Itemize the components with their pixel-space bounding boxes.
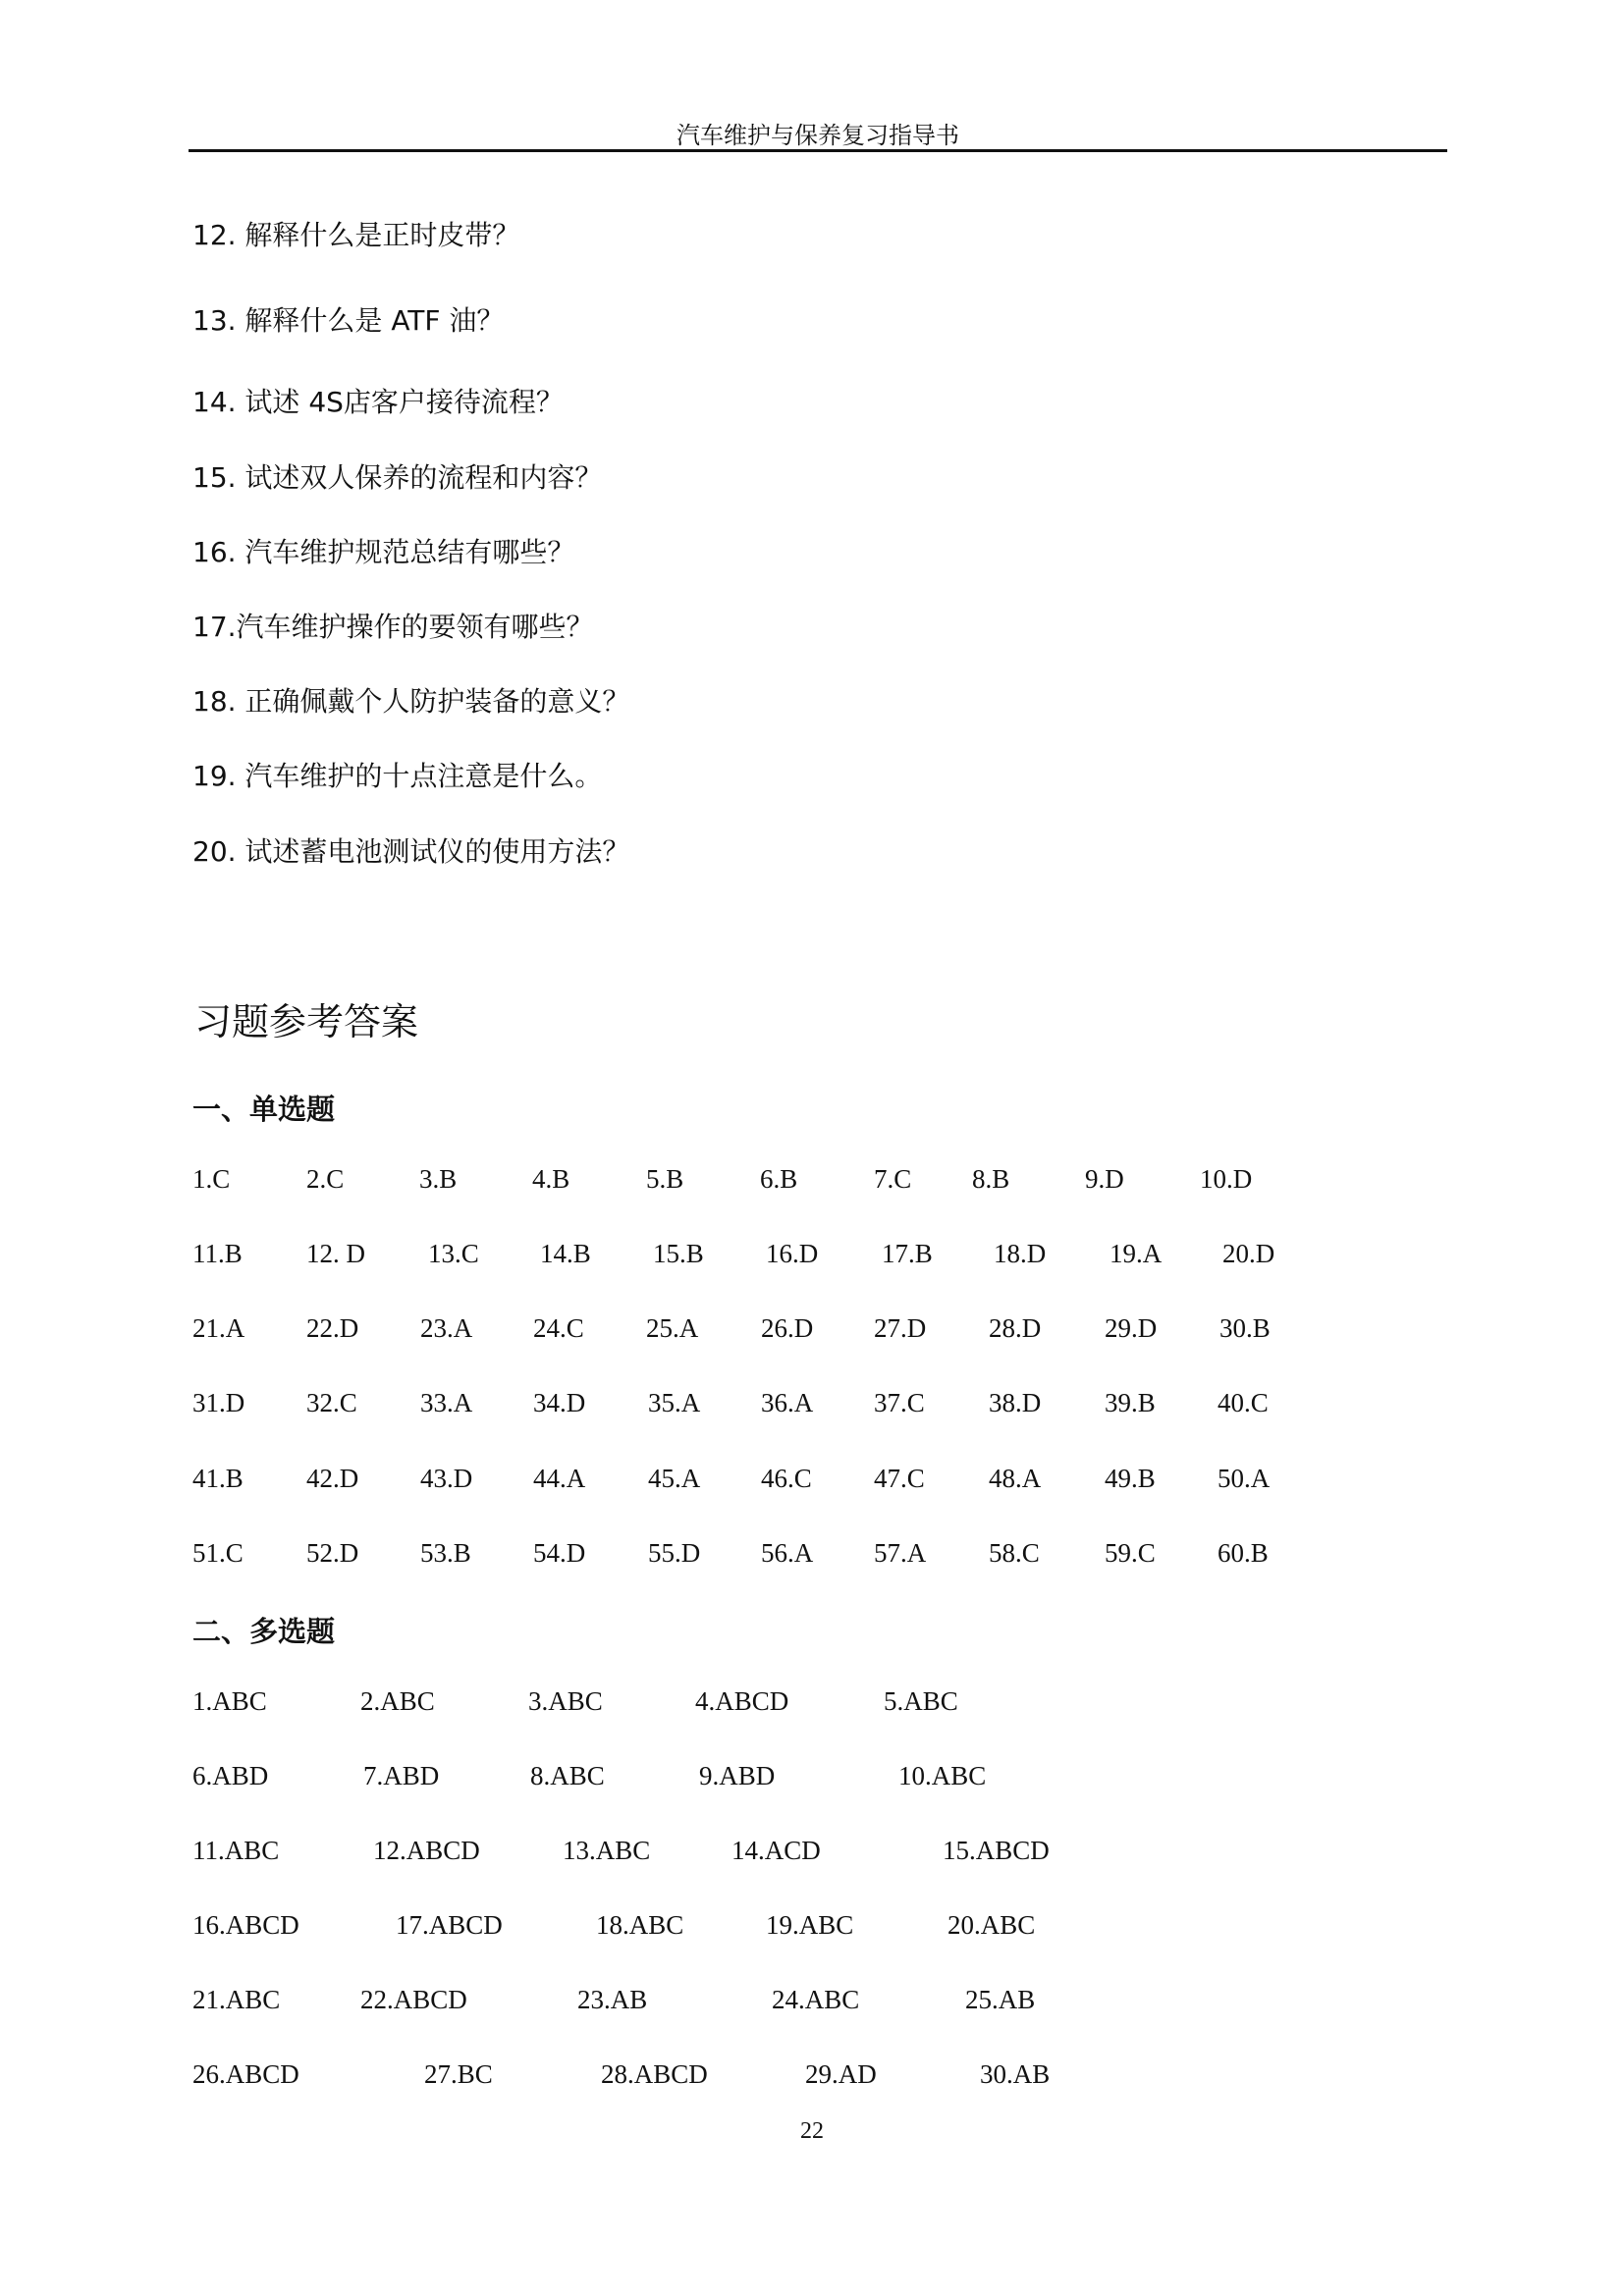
multi-choice-answer: 2.ABC xyxy=(360,1686,435,1716)
single-choice-answer: 15.B xyxy=(653,1239,704,1268)
multi-choice-answer: 19.ABC xyxy=(766,1910,854,1940)
multi-choice-answer: 11.ABC xyxy=(192,1836,280,1865)
multi-choice-answer: 27.BC xyxy=(424,2059,493,2089)
multi-choice-row xyxy=(0,1910,1624,1949)
multi-choice-answer: 6.ABD xyxy=(192,1761,269,1790)
multi-choice-title: 二、多选题 xyxy=(192,1615,336,1648)
question-12: 12. 解释什么是正时皮带？ xyxy=(192,219,520,251)
single-choice-answer: 26.D xyxy=(761,1313,814,1343)
single-choice-answer: 7.C xyxy=(874,1164,912,1194)
question-13: 13. 解释什么是 ATF 油？ xyxy=(192,304,505,337)
single-choice-answer: 41.B xyxy=(192,1464,244,1493)
single-choice-answer: 57.A xyxy=(874,1538,927,1568)
multi-choice-answer: 9.ABD xyxy=(699,1761,776,1790)
question-14: 14. 试述 4S店客户接待流程？ xyxy=(192,386,564,418)
single-choice-answer: 49.B xyxy=(1105,1464,1156,1493)
multi-choice-answer: 16.ABCD xyxy=(192,1910,299,1940)
single-choice-row xyxy=(0,1538,1624,1577)
single-choice-answer: 43.D xyxy=(420,1464,473,1493)
single-choice-answer: 8.B xyxy=(972,1164,1010,1194)
single-choice-answer: 36.A xyxy=(761,1388,814,1417)
single-choice-answer: 29.D xyxy=(1105,1313,1158,1343)
single-choice-answer: 22.D xyxy=(306,1313,359,1343)
single-choice-answer: 56.A xyxy=(761,1538,814,1568)
multi-choice-row xyxy=(0,1836,1624,1875)
multi-choice-answer: 13.ABC xyxy=(563,1836,651,1865)
multi-choice-answer: 5.ABC xyxy=(884,1686,958,1716)
multi-choice-answer: 12.ABCD xyxy=(373,1836,480,1865)
single-choice-answer: 54.D xyxy=(533,1538,586,1568)
single-choice-row xyxy=(0,1464,1624,1503)
single-choice-answer: 40.C xyxy=(1218,1388,1269,1417)
single-choice-answer: 19.A xyxy=(1110,1239,1163,1268)
single-choice-answer: 51.C xyxy=(192,1538,244,1568)
multi-choice-answer: 20.ABC xyxy=(947,1910,1036,1940)
single-choice-answer: 35.A xyxy=(648,1388,701,1417)
multi-choice-answer: 14.ACD xyxy=(731,1836,821,1865)
question-17: 17.汽车维护操作的要领有哪些？ xyxy=(192,611,594,643)
single-choice-answer: 13.C xyxy=(428,1239,479,1268)
single-choice-answer: 2.C xyxy=(306,1164,345,1194)
multi-choice-row xyxy=(0,1985,1624,2024)
multi-choice-row xyxy=(0,1686,1624,1726)
single-choice-answer: 44.A xyxy=(533,1464,586,1493)
single-choice-answer: 33.A xyxy=(420,1388,473,1417)
multi-choice-answer: 7.ABD xyxy=(363,1761,440,1790)
multi-choice-answer: 17.ABCD xyxy=(396,1910,503,1940)
single-choice-answer: 55.D xyxy=(648,1538,701,1568)
multi-choice-answer: 22.ABCD xyxy=(360,1985,467,2014)
single-choice-title: 一、单选题 xyxy=(192,1093,336,1126)
multi-choice-answer: 26.ABCD xyxy=(192,2059,299,2089)
multi-choice-answer: 25.AB xyxy=(965,1985,1036,2014)
multi-choice-answer: 28.ABCD xyxy=(601,2059,708,2089)
single-choice-answer: 11.B xyxy=(192,1239,243,1268)
single-choice-answer: 37.C xyxy=(874,1388,925,1417)
single-choice-answer: 39.B xyxy=(1105,1388,1156,1417)
single-choice-answer: 25.A xyxy=(646,1313,699,1343)
multi-choice-answer: 8.ABC xyxy=(530,1761,605,1790)
single-choice-answer: 60.B xyxy=(1218,1538,1269,1568)
single-choice-answer: 20.D xyxy=(1222,1239,1275,1268)
single-choice-row xyxy=(0,1239,1624,1278)
single-choice-answer: 59.C xyxy=(1105,1538,1156,1568)
single-choice-answer: 42.D xyxy=(306,1464,359,1493)
page-header-title: 汽车维护与保养复习指导书 xyxy=(677,122,959,149)
question-18: 18. 正确佩戴个人防护装备的意义？ xyxy=(192,685,630,718)
single-choice-answer: 45.A xyxy=(648,1464,701,1493)
answers-section-title: 习题参考答案 xyxy=(194,1000,419,1043)
single-choice-answer: 18.D xyxy=(994,1239,1047,1268)
multi-choice-answer: 1.ABC xyxy=(192,1686,267,1716)
multi-choice-answer: 30.AB xyxy=(980,2059,1051,2089)
single-choice-answer: 38.D xyxy=(989,1388,1042,1417)
single-choice-row xyxy=(0,1313,1624,1353)
single-choice-answer: 53.B xyxy=(420,1538,471,1568)
multi-choice-answer: 23.AB xyxy=(577,1985,648,2014)
multi-choice-answer: 29.AD xyxy=(805,2059,877,2089)
single-choice-answer: 5.B xyxy=(646,1164,684,1194)
multi-choice-answer: 4.ABCD xyxy=(695,1686,789,1716)
multi-choice-answer: 24.ABC xyxy=(772,1985,860,2014)
single-choice-answer: 28.D xyxy=(989,1313,1042,1343)
question-15: 15. 试述双人保养的流程和内容？ xyxy=(192,461,603,494)
multi-choice-row xyxy=(0,2059,1624,2099)
single-choice-row xyxy=(0,1388,1624,1427)
single-choice-answer: 10.D xyxy=(1200,1164,1253,1194)
multi-choice-answer: 15.ABCD xyxy=(943,1836,1050,1865)
multi-choice-answer: 18.ABC xyxy=(596,1910,684,1940)
single-choice-answer: 23.A xyxy=(420,1313,473,1343)
single-choice-answer: 9.D xyxy=(1085,1164,1124,1194)
multi-choice-answer: 3.ABC xyxy=(528,1686,603,1716)
single-choice-answer: 58.C xyxy=(989,1538,1040,1568)
single-choice-answer: 48.A xyxy=(989,1464,1042,1493)
single-choice-answer: 21.A xyxy=(192,1313,245,1343)
question-16: 16. 汽车维护规范总结有哪些？ xyxy=(192,536,575,568)
multi-choice-answer: 10.ABC xyxy=(898,1761,987,1790)
single-choice-answer: 50.A xyxy=(1218,1464,1271,1493)
single-choice-answer: 6.B xyxy=(760,1164,798,1194)
single-choice-answer: 32.C xyxy=(306,1388,357,1417)
single-choice-answer: 3.B xyxy=(419,1164,458,1194)
header-rule xyxy=(189,149,1447,152)
single-choice-answer: 31.D xyxy=(192,1388,245,1417)
single-choice-answer: 30.B xyxy=(1219,1313,1271,1343)
single-choice-answer: 1.C xyxy=(192,1164,231,1194)
multi-choice-row xyxy=(0,1761,1624,1800)
question-20: 20. 试述蓄电池测试仪的使用方法？ xyxy=(192,835,630,868)
single-choice-row xyxy=(0,1164,1624,1203)
single-choice-answer: 17.B xyxy=(882,1239,933,1268)
single-choice-answer: 47.C xyxy=(874,1464,925,1493)
single-choice-answer: 27.D xyxy=(874,1313,927,1343)
question-19: 19. 汽车维护的十点注意是什么。 xyxy=(192,760,603,792)
single-choice-answer: 46.C xyxy=(761,1464,812,1493)
single-choice-answer: 16.D xyxy=(766,1239,819,1268)
single-choice-answer: 12. D xyxy=(306,1239,365,1268)
single-choice-answer: 52.D xyxy=(306,1538,359,1568)
multi-choice-answer: 21.ABC xyxy=(192,1985,281,2014)
page-number: 22 xyxy=(800,2118,824,2144)
single-choice-answer: 24.C xyxy=(533,1313,584,1343)
single-choice-answer: 34.D xyxy=(533,1388,586,1417)
single-choice-answer: 14.B xyxy=(540,1239,591,1268)
single-choice-answer: 4.B xyxy=(532,1164,570,1194)
